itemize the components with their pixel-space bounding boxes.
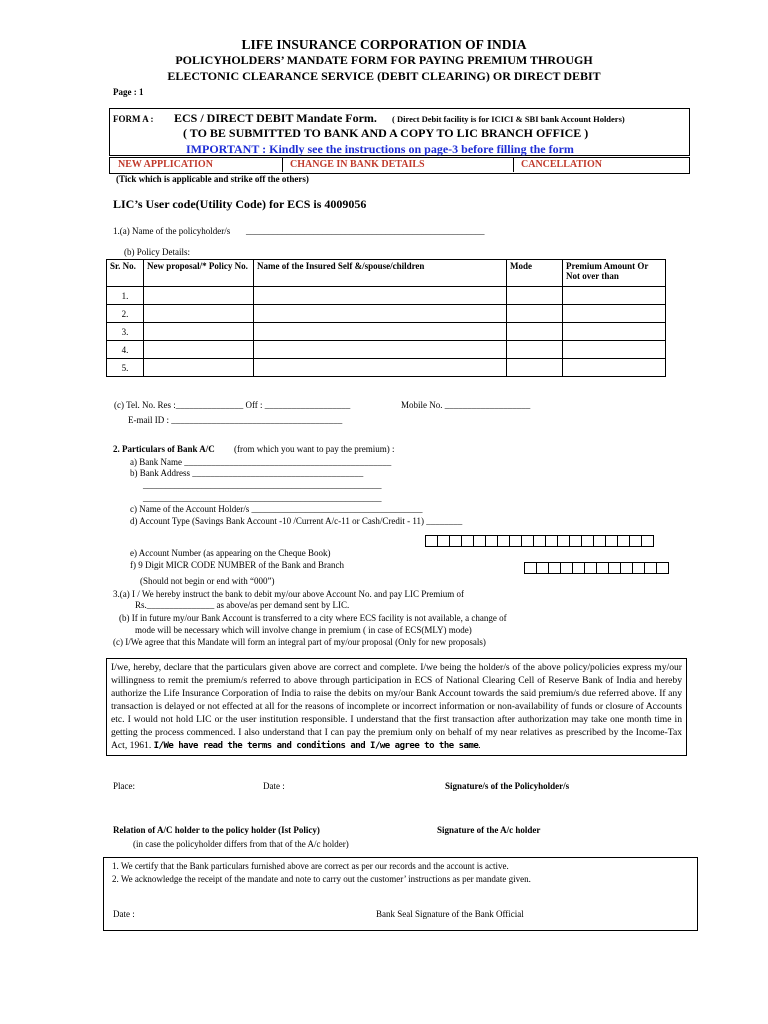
mode-cell[interactable] bbox=[507, 341, 563, 359]
table-header-row bbox=[107, 260, 666, 287]
form-a-submit-note: ( TO BE SUBMITTED TO BANK AND A COPY TO LIC BRANCH OFFICE ) bbox=[183, 126, 589, 140]
important-note: IMPORTANT : Kindly see the instructions on page-3 before filling the form bbox=[186, 142, 574, 156]
micr-label: f) 9 Digit MICR CODE NUMBER of the Bank and Branch bbox=[130, 560, 344, 570]
relation-note: (in case the policyholder differs from that of the A/c holder) bbox=[133, 839, 349, 849]
page-number: Page : 1 bbox=[113, 87, 144, 97]
options-divider bbox=[282, 157, 283, 172]
form-a-note: ( Direct Debit facility is for ICICI & SBI bank Account Holders) bbox=[392, 114, 625, 124]
option-cancellation[interactable]: CANCELLATION bbox=[521, 159, 602, 170]
policy-details-label: (b) Policy Details: bbox=[124, 247, 190, 257]
policy-no-cell[interactable] bbox=[144, 323, 254, 341]
utility-code: LIC’s User code(Utility Code) for ECS is 4009056 bbox=[113, 197, 367, 211]
option-change-bank[interactable]: CHANGE IN BANK DETAILS bbox=[290, 159, 425, 170]
bank-section-note: (from which you want to pay the premium) : bbox=[234, 444, 395, 454]
bank-address-field[interactable]: b) Bank Address ______________________________________ bbox=[130, 468, 364, 478]
table-row bbox=[107, 323, 666, 341]
relation-label: Relation of A/C holder to the policy holder (Ist Policy) bbox=[113, 825, 320, 835]
col-sr-no: Sr. No. bbox=[107, 260, 144, 287]
bank-date-label: Date : bbox=[113, 909, 135, 919]
options-divider bbox=[513, 157, 514, 172]
place-label: Place: bbox=[113, 781, 135, 791]
micr-code-boxes[interactable] bbox=[525, 562, 669, 574]
page-subtitle-1: POLICYHOLDERS’ MANDATE FORM FOR PAYING PREMIUM THROUGH bbox=[175, 53, 593, 67]
insured-name-cell[interactable] bbox=[254, 305, 507, 323]
policy-no-cell[interactable] bbox=[144, 287, 254, 305]
form-a-heading: ECS / DIRECT DEBIT Mandate Form. bbox=[174, 111, 377, 125]
row-number: 2. bbox=[107, 305, 144, 323]
bank-name-field[interactable]: a) Bank Name ______________________________________________ bbox=[130, 457, 392, 467]
mandate-agreement: (c) I/We agree that this Mandate will form an integral part of my/our proposal (Only for new proposals) bbox=[113, 637, 486, 647]
premium-cell[interactable] bbox=[563, 323, 666, 341]
row-number: 5. bbox=[107, 359, 144, 377]
form-a-label: FORM A : bbox=[113, 114, 154, 124]
insured-name-cell[interactable] bbox=[254, 359, 507, 377]
mode-cell[interactable] bbox=[507, 359, 563, 377]
mobile-field[interactable]: Mobile No. ___________________ bbox=[401, 400, 531, 410]
declaration-agree: I/We have read the terms and conditions and I/we agree to the same bbox=[153, 741, 479, 751]
mode-cell[interactable] bbox=[507, 305, 563, 323]
premium-cell[interactable] bbox=[563, 359, 666, 377]
policy-details-table bbox=[106, 259, 666, 377]
col-policy-no: New proposal/* Policy No. bbox=[144, 260, 254, 287]
date-label: Date : bbox=[263, 781, 285, 791]
premium-cell[interactable] bbox=[563, 287, 666, 305]
policy-no-cell[interactable] bbox=[144, 341, 254, 359]
option-new-application[interactable]: NEW APPLICATION bbox=[118, 159, 213, 170]
mode-cell[interactable] bbox=[507, 323, 563, 341]
digit-box[interactable] bbox=[656, 562, 669, 574]
insured-name-cell[interactable] bbox=[254, 341, 507, 359]
email-field[interactable]: E-mail ID : ______________________________________ bbox=[128, 415, 343, 425]
bank-section-heading: 2. Particulars of Bank A/C bbox=[113, 444, 215, 454]
row-number: 1. bbox=[107, 287, 144, 305]
transfer-note-2: mode will be necessary which will involve change in premium ( in case of ECS(MLY) mode) bbox=[135, 625, 472, 635]
bank-cert-line-1: 1. We certify that the Bank particulars furnished above are correct as per our records and the account is active. bbox=[112, 861, 509, 871]
page-subtitle-2: ELECTONIC CLEARANCE SERVICE (DEBIT CLEARING) OR DIRECT DEBIT bbox=[167, 69, 601, 83]
premium-cell[interactable] bbox=[563, 341, 666, 359]
micr-note: (Should not begin or end with “000”) bbox=[140, 576, 275, 586]
debit-instruction: 3.(a) I / We hereby instruct the bank to debit my/our above Account No. and pay LIC Premium of bbox=[113, 589, 465, 599]
row-number: 3. bbox=[107, 323, 144, 341]
table-row bbox=[107, 305, 666, 323]
premium-amount-field[interactable]: Rs._______________ as above/as per demand sent by LIC. bbox=[135, 600, 350, 610]
tick-note: (Tick which is applicable and strike off the others) bbox=[116, 174, 309, 184]
account-holder-field[interactable]: c) Name of the Account Holder/s ______________________________________ bbox=[130, 504, 423, 514]
insured-name-cell[interactable] bbox=[254, 287, 507, 305]
transfer-note: (b) If in future my/our Bank Account is transferred to a city where ECS facility is not available, a change of bbox=[119, 613, 507, 623]
policy-no-cell[interactable] bbox=[144, 305, 254, 323]
mode-cell[interactable] bbox=[507, 287, 563, 305]
col-premium: Premium Amount Or Not over than bbox=[563, 260, 666, 287]
policyholder-name-field[interactable]: _____________________________________________________ bbox=[246, 226, 485, 236]
table-row bbox=[107, 359, 666, 377]
policyholder-name-label: 1.(a) Name of the policyholder/s bbox=[113, 226, 231, 236]
bank-address-line-2[interactable]: _____________________________________________________ bbox=[143, 493, 382, 503]
bank-seal-signature: Bank Seal Signature of the Bank Official bbox=[376, 909, 524, 919]
declaration-box bbox=[106, 658, 687, 756]
declaration-period: . bbox=[478, 740, 481, 751]
policyholder-signature-label: Signature/s of the Policyholder/s bbox=[445, 781, 570, 791]
table-row bbox=[107, 341, 666, 359]
ac-holder-signature-label: Signature of the A/c holder bbox=[437, 825, 541, 835]
account-number-boxes[interactable] bbox=[426, 535, 654, 547]
bank-cert-line-2: 2. We acknowledge the receipt of the mandate and note to carry out the customer’ instructions as per mandate given. bbox=[112, 874, 531, 884]
declaration-text: I/we, hereby, declare that the particulars given above are correct and complete. I/we being the holder/s of the above policy/policies express my/our willingness to remit the premium/s referred to above through participation in ECS of National Clearing Cell of Reserve Bank of India and hereby authorize the Life Insurance Corporation of India to raise the debits on my/our Bank Account towards the said premium/s due referred above. If any transaction is delayed or not effected at all for the reasons of incomplete or incorrect information or non-availability of funds or closure of Accounts etc. I would not hold LIC or the user institution responsible. I understand that the first transaction after authorization may take one month time in getting the process commenced. I also understand that I can pay the premium only on behalf of my near relatives as prescribed by the Income-Tax Act, 1961. bbox=[111, 662, 682, 751]
bank-address-line-1[interactable]: _____________________________________________________ bbox=[143, 480, 382, 490]
account-number-label: e) Account Number (as appearing on the Cheque Book) bbox=[130, 548, 331, 558]
col-mode: Mode bbox=[507, 260, 563, 287]
table-row bbox=[107, 287, 666, 305]
insured-name-cell[interactable] bbox=[254, 323, 507, 341]
row-number: 4. bbox=[107, 341, 144, 359]
digit-box[interactable] bbox=[641, 535, 654, 547]
telephone-field[interactable]: (c) Tel. No. Res :_______________ Off : ___________________ bbox=[114, 400, 351, 410]
page-title: LIFE INSURANCE CORPORATION OF INDIA bbox=[241, 37, 527, 52]
account-type-field[interactable]: d) Account Type (Savings Bank Account -10 /Current A/c-11 or Cash/Credit - 11) ________ bbox=[130, 516, 463, 526]
premium-cell[interactable] bbox=[563, 305, 666, 323]
policy-no-cell[interactable] bbox=[144, 359, 254, 377]
col-insured-name: Name of the Insured Self &/spouse/children bbox=[254, 260, 507, 287]
